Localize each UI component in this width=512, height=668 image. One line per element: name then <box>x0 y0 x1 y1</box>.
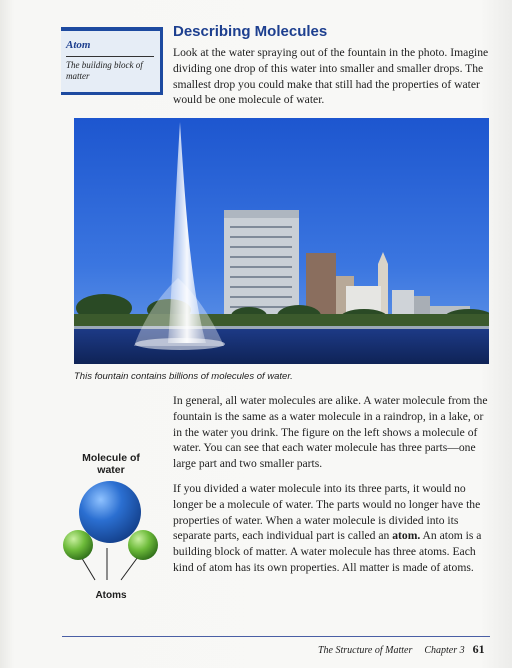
body-paragraph-3-end: An atom is a building block of matter. A water molecule has three atoms. Each kind of atom has its own properties. All matter is made of atoms. <box>173 529 482 574</box>
body-paragraph-3-start: If you divided a water molecule into its three parts, it would no longer be a molecule of water. The parts would no longer have the properties of water. When a water molecule is divided into its separate parts, each individual part is called an <box>173 482 481 543</box>
hydrogen-atom-sphere-left <box>63 530 93 560</box>
footer-chapter: Chapter 3 <box>424 645 465 656</box>
photo-caption: This fountain contains billions of molecules of water. <box>74 371 293 382</box>
body-paragraph-2: In general, all water molecules are alike. A water molecule from the fountain is the same as a water molecule in a raindrop, in a lake, or in the water you drink. The figure on the left shows a molecule of water. You can see that each water molecule has three parts—one large part and two smaller parts. <box>173 394 488 471</box>
page-footer <box>318 642 485 657</box>
oxygen-atom-sphere <box>79 481 141 543</box>
page-number: 61 <box>472 642 485 656</box>
body-paragraph-3 <box>173 481 489 576</box>
atom-term-bold: atom. <box>392 529 421 543</box>
vocabulary-divider <box>66 56 154 57</box>
section-title: Describing Molecules <box>173 23 328 40</box>
vocabulary-term: Atom <box>66 39 91 51</box>
hydrogen-atom-sphere-right <box>128 530 158 560</box>
water-molecule-diagram <box>55 478 165 588</box>
molecule-label: Molecule of water <box>82 452 140 476</box>
footer-book-title: The Structure of Matter <box>318 645 413 656</box>
fountain-photo-illustration <box>74 118 489 364</box>
footer-divider <box>62 636 490 637</box>
atoms-label: Atoms <box>95 590 127 601</box>
vocabulary-definition: The building block of matter <box>66 60 143 81</box>
vocabulary-box <box>61 27 163 95</box>
fountain-photo <box>74 118 489 364</box>
intro-paragraph: Look at the water spraying out of the fountain in the photo. Imagine dividing one drop of this water into smaller and smaller drops. The smallest drop you could make that still had the properties of water would be one molecule of water. <box>173 46 489 107</box>
